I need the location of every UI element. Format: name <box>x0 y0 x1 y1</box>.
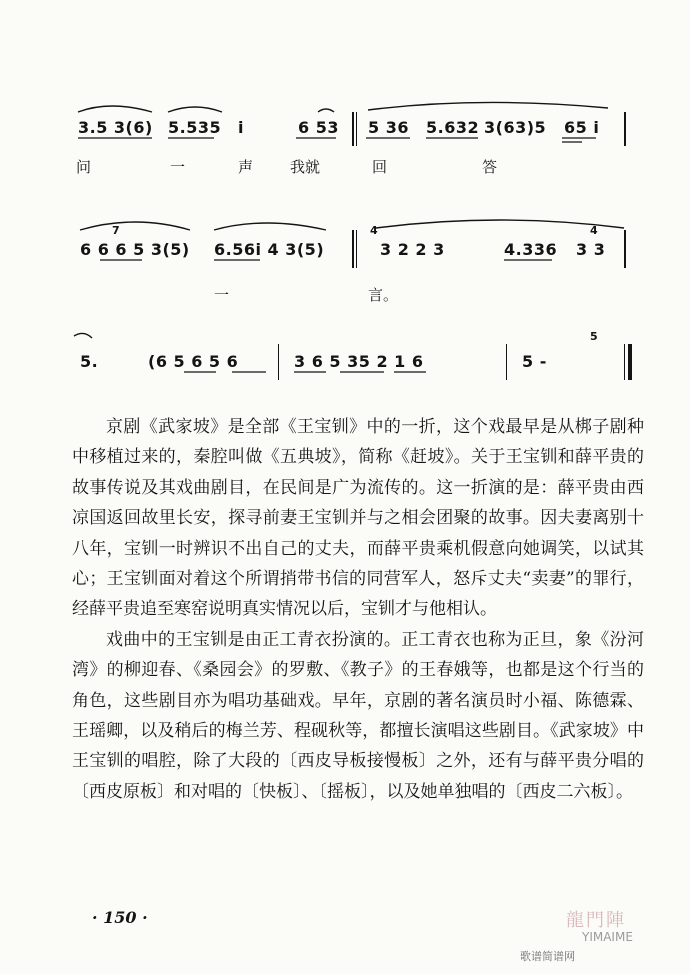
score-line-3 <box>0 320 690 390</box>
barline <box>624 230 626 268</box>
grace-note: 4 <box>590 224 599 237</box>
watermark-logo: 龍門陣 <box>566 910 626 931</box>
barline <box>624 344 625 380</box>
notes-7: 3(63)5 <box>484 118 547 137</box>
lyric: 我就 <box>290 158 321 176</box>
barline <box>278 344 279 380</box>
lyric: 问 <box>76 158 92 176</box>
notes-3: 3 2 2 3 <box>380 240 445 259</box>
lyric: 一 <box>214 286 230 304</box>
grace-note: 4 <box>370 224 379 237</box>
notes-8: 65 i <box>564 118 600 137</box>
paragraph: 戏曲中的王宝钏是由正工青衣扮演的。正工青衣也称为正旦，象《汾河湾》的柳迎春、《桑园会》的罗敷、《教子》的王春娥等，也都是这个行当的角色，这些剧目亦为唱功基础戏。早年，京剧的著名演员时小福、陈德霖、王瑶卿，以及稍后的梅兰芳、程砚秋等，都擅长演唱这些剧目。《武家坡》中王宝钏的唱腔，除了大段的〔西皮导板接慢板〕之外，还有与薛平贵分唱的〔西皮原板〕和对唱的〔快板〕、〔摇板〕，以及她单独唱的〔西皮二六板〕。 <box>72 629 644 802</box>
notes-2: (6 5 6 5 6 <box>148 352 239 371</box>
notes-4: 6 53 <box>298 118 339 137</box>
barline <box>356 112 357 146</box>
notes-4: 4.336 <box>504 240 558 259</box>
final-barline <box>628 344 632 380</box>
grace-note: 5 <box>590 330 599 343</box>
notes-6: 5.632 <box>426 118 480 137</box>
notes-2: 5.535 <box>168 118 222 137</box>
lyric: 答 <box>482 158 498 176</box>
notes-2: 6.56i 4 3(5) <box>214 240 325 259</box>
watermark-site: 歌谱简谱网 <box>520 950 575 963</box>
barline <box>624 112 626 146</box>
score-line-1 <box>0 98 690 176</box>
lyric: 回 <box>372 158 388 176</box>
barline <box>352 112 354 146</box>
barline <box>356 230 357 268</box>
watermark-url: YIMAIME <box>582 930 633 944</box>
lyric: 声 <box>238 158 254 176</box>
lyric: 一 <box>170 158 186 176</box>
notes-1: 5. <box>80 352 99 371</box>
notes-4: 5 - <box>522 352 547 371</box>
notes-1: 6 6 6 5 3(5) <box>80 240 190 259</box>
notes-5: 3 3 <box>576 240 606 259</box>
score-line-2 <box>0 216 690 304</box>
barline <box>352 230 354 268</box>
notes-5: 5 36 <box>368 118 409 137</box>
grace-note: 7 <box>112 224 121 237</box>
barline <box>506 344 507 380</box>
notes-1: 3.5 3(6) <box>78 118 153 137</box>
page-number: · 150 · <box>92 908 148 927</box>
article-body <box>72 412 644 807</box>
notes-3: 3 6 5 35 2 1 6 <box>294 352 424 371</box>
paragraph: 京剧《武家坡》是全部《王宝钏》中的一折，这个戏最早是从梆子剧种中移植过来的，秦腔叫做《五典坡》，简称《赶坡》。关于王宝钏和薛平贵的故事传说及其戏曲剧目，在民间是广为流传的。这一折演的是：薛平贵由西凉国返回故里长安，探寻前妻王宝钏并与之相会团聚的故事。因夫妻离别十八年，宝钏一时辨识不出自己的丈夫，而薛平贵乘机假意向她调笑，以试其心；王宝钏面对着这个所谓捎带书信的同营军人，怒斥丈夫“卖妻”的罪行，经薛平贵追至寒窑说明真实情况以后，宝钏才与他相认。 <box>72 417 644 620</box>
lyric: 言。 <box>368 286 399 304</box>
notes-3: i <box>238 118 244 137</box>
